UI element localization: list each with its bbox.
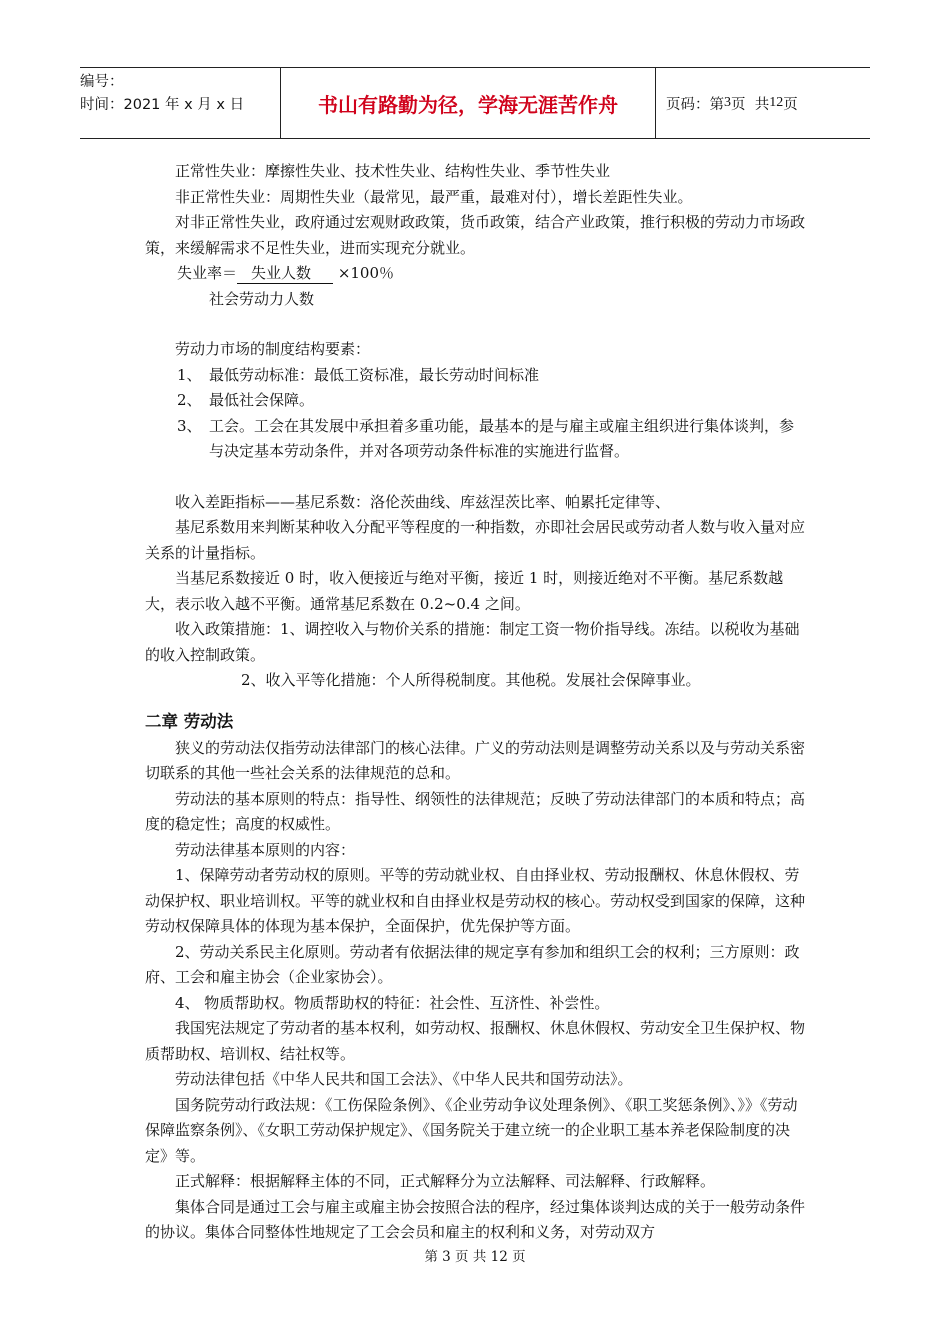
section-heading: 劳动力市场的制度结构要素： xyxy=(175,340,371,358)
header-page-suffix: 页 xyxy=(783,96,798,113)
list-text: 最低社会保障。 xyxy=(209,391,315,409)
list-number: 1、 xyxy=(177,365,202,384)
formula-label: 失业率＝ xyxy=(177,264,238,282)
formula-numerator: 失业人数 xyxy=(237,263,333,284)
document-body xyxy=(145,159,807,1246)
paragraph: 集体合同是通过工会与雇主或雇主协会按照合法的程序，经过集体谈判达成的关于一般劳动条件的协议。集体合同整体性地规定了工会会员和雇主的权利和义务，对劳动双方 xyxy=(145,1197,806,1241)
header-meta xyxy=(80,68,281,138)
header-page-current: 3 xyxy=(724,95,731,110)
header-page-mid: 页 共 xyxy=(731,96,770,113)
paragraph: 对非正常性失业，政府通过宏观财政政策，货币政策，结合产业政策，推行积极的劳动力市场政策，来缓解需求不足性失业，进而实现充分就业。 xyxy=(145,213,806,257)
header-motto: 书山有路勤为径，学海无涯苦作舟 xyxy=(281,68,656,138)
paragraph: 收入政策措施：1、调控收入与物价关系的措施：制定工资一物价指导线。冻结。以税收为基础的收入控制政策。 xyxy=(145,620,800,664)
paragraph: 当基尼系数接近 0 时，收入便接近与绝对平衡，接近 1 时，则接近绝对不平衡。基尼系数越大，表示收入越不平衡。通常基尼系数在 0.2~0.4 之间。 xyxy=(145,569,784,613)
paragraph: 2、收入平等化措施：个人所得税制度。其他税。发展社会保障事业。 xyxy=(241,671,701,689)
paragraph: 4、 物质帮助权。物质帮助权的特征：社会性、互济性、补尝性。 xyxy=(175,993,610,1012)
paragraph: 劳动法的基本原则的特点：指导性、纲领性的法律规范；反映了劳动法律部门的本质和特点；高度的稳定性；高度的权威性。 xyxy=(145,789,806,833)
paragraph: 狭义的劳动法仅指劳动法律部门的核心法律。广义的劳动法则是调整劳动关系以及与劳动关系密切联系的其他一些社会关系的法律规范的总和。 xyxy=(145,738,806,782)
page-header xyxy=(80,67,870,139)
formula-denominator: 社会劳动力人数 xyxy=(209,289,315,308)
paragraph: 国务院劳动行政法规：《工伤保险条例》、《企业劳动争议处理条例》、《职工奖惩条例》、》》《劳动保障监察条例》、《女职工劳动保护规定》、《国务院关于建立统一的企业职工基本养老保险制度的决定》等。 xyxy=(145,1095,798,1165)
paragraph: 2、劳动关系民主化原则。劳动者有依据法律的规定享有参加和组织工会的权利；三方原则：政府、工会和雇主协会（企业家协会）。 xyxy=(145,942,800,986)
page-footer: 第 3 页 共 12 页 xyxy=(424,1249,526,1265)
chapter-title: 二章 劳动法 xyxy=(145,711,234,731)
list-text: 工会。工会在其发展中承担着多重功能，最基本的是与雇主或雇主组织进行集体谈判，参与决定基本劳动条件，并对各项劳动条件标准的实施进行监督。 xyxy=(209,416,795,460)
header-date-label: 时间：2021 年 x 月 x 日 xyxy=(80,97,245,113)
list-item xyxy=(145,388,807,414)
paragraph: 劳动法律基本原则的内容： xyxy=(175,840,356,859)
header-page-total: 12 xyxy=(769,95,784,110)
paragraph: 1、保障劳动者劳动权的原则。平等的劳动就业权、自由择业权、劳动报酬权、休息休假权、劳动保护权、职业培训权。平等的就业权和自由择业权是劳动权的核心。劳动权受到国家的保障，这种劳动权保障具体的体现为基本保护，全面保护，优先保护等方面。 xyxy=(145,866,806,935)
header-page-prefix: 页码：第 xyxy=(666,96,724,113)
paragraph: 劳动法律包括《中华人民共和国工会法》、《中华人民共和国劳动法》。 xyxy=(175,1070,633,1088)
header-page-info xyxy=(656,68,870,138)
header-number-label: 编号： xyxy=(80,74,124,90)
paragraph: 基尼系数用来判断某种收入分配平等程度的一种指数，亦即社会居民或劳动者人数与收入量对应关系的计量指标。 xyxy=(145,518,806,562)
paragraph: 正常性失业：摩擦性失业、技术性失业、结构性失业、季节性失业 xyxy=(175,162,611,180)
list-text: 最低劳动标准：最低工资标准，最长劳动时间标准 xyxy=(209,365,540,384)
formula-times: ×100％ xyxy=(337,264,395,282)
list-number: 3、 xyxy=(177,416,202,435)
paragraph: 正式解释：根据解释主体的不同，正式解释分为立法解释、司法解释、行政解释。 xyxy=(175,1172,716,1190)
paragraph: 收入差距指标——基尼系数：洛伦茨曲线、库兹涅茨比率、帕累托定律等、 xyxy=(175,492,671,511)
paragraph: 非正常性失业：周期性失业（最常见，最严重，最难对付），增长差距性失业。 xyxy=(175,187,693,206)
unemployment-rate-formula xyxy=(145,261,807,287)
list-number: 2、 xyxy=(177,391,202,409)
spacer xyxy=(145,312,807,337)
paragraph: 我国宪法规定了劳动者的基本权利，如劳动权、报酬权、休息休假权、劳动安全卫生保护权、物质帮助权、培训权、结社权等。 xyxy=(145,1019,806,1063)
list-item xyxy=(145,363,807,389)
list-item xyxy=(145,414,807,465)
spacer xyxy=(145,465,807,490)
